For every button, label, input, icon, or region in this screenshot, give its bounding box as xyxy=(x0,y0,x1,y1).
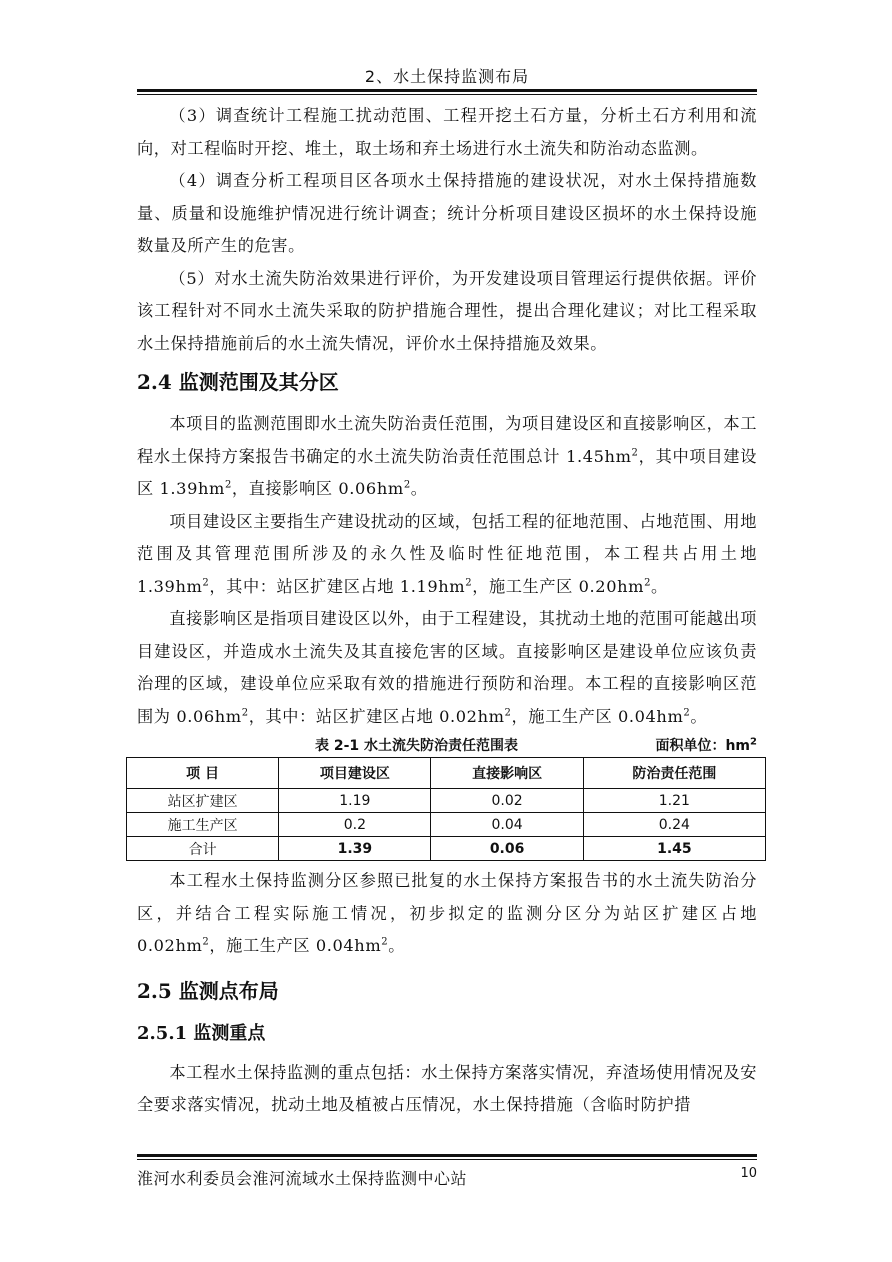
page-content xyxy=(137,100,757,1122)
table-cell: 站区扩建区 xyxy=(127,789,279,813)
subsection-heading-2-5-1: 2.5.1 监测重点 xyxy=(137,1022,266,1044)
text-span: 。 xyxy=(388,936,406,955)
page-number: 10 xyxy=(740,1166,757,1181)
table-cell: 0.24 xyxy=(583,813,765,837)
section-heading-2-4: 2.4 监测范围及其分区 xyxy=(137,370,339,394)
text-span: 项目建设区主要指生产建设扰动的区域，包括工程的征地范围、占地范围、用地范围及其管理范围所涉及的永久性及临时性征地范围，本工程共占用土地 1.39hm xyxy=(137,511,757,596)
header-rule-thick xyxy=(137,89,757,92)
table-cell: 0.04 xyxy=(431,813,583,837)
responsibility-area-table xyxy=(126,757,766,861)
superscript: 2 xyxy=(202,936,210,948)
text-span: 本工程水土保持监测分区参照已批复的水土保持方案报告书的水土流失防治分区，并结合工程实际施工情况，初步拟定的监测分区分为站区扩建区占地 0.02hm xyxy=(137,871,757,955)
text-span: 本项目的监测范围即水土流失防治责任范围，为项目建设区和直接影响区，本工程水土保持方案报告书确定的水土流失防治责任范围总计 1.45hm xyxy=(137,414,757,466)
page-header-title: 2、水土保持监测布局 xyxy=(364,67,530,86)
table-header-cell: 直接影响区 xyxy=(431,758,583,789)
text-span: ，其中：站区扩建区占地 1.19hm xyxy=(209,576,466,596)
text-span: ，施工生产区 0.04hm xyxy=(209,936,382,955)
table-cell: 合计 xyxy=(127,837,279,861)
footer-organization: 淮河水利委员会淮河流域水土保持监测中心站 xyxy=(137,1169,468,1188)
superscript: 2 xyxy=(241,707,249,719)
paragraph-item-3: （3）调查统计工程施工扰动范围、工程开挖土石方量，分析土石方利用和流向，对工程临时开挖、堆土，取土场和弃土场进行水土流失和防治动态监测。 xyxy=(137,106,757,158)
superscript: 2 xyxy=(504,707,512,719)
table-cell: 1.39 xyxy=(279,837,431,861)
text-span: 。 xyxy=(410,479,428,498)
superscript: 2 xyxy=(644,577,652,589)
text-span: ，施工生产区 0.20hm xyxy=(472,576,645,596)
text-span: 直接影响区是指项目建设区以外，由于工程建设，其扰动土地的范围可能越出项目建设区，并造成水土流失及其直接危害的区域。直接影响区是建设单位应该负责治理的区域，建设单位应采取有效的措施进行预防和治理。本工程的直接影响区范围为 0.06hm xyxy=(137,609,757,726)
table-unit-text: 面积单位：hm xyxy=(655,738,751,754)
table-cell: 1.45 xyxy=(583,837,765,861)
table-row xyxy=(127,789,766,813)
text-span: 。 xyxy=(651,576,668,596)
footer-rule-thick xyxy=(137,1154,757,1157)
text-span: ，其中：站区扩建区占地 0.02hm xyxy=(248,706,505,726)
table-cell: 1.19 xyxy=(279,789,431,813)
paragraph-item-4: （4）调查分析工程项目区各项水土保持措施的建设状况，对水土保持措施数量、质量和设施维护情况进行统计调查；统计分析项目建设区损坏的水土保持设施数量及所产生的危害。 xyxy=(137,171,757,255)
superscript: 2 xyxy=(465,577,473,589)
superscript: 2 xyxy=(224,479,232,491)
section-heading-2-5: 2.5 监测点布局 xyxy=(137,978,279,1003)
footer-rule-thin xyxy=(137,1159,757,1160)
paragraph-construction-area xyxy=(137,506,757,604)
paragraph-monitoring-zones xyxy=(137,865,757,963)
paragraph-monitoring-focus: 本工程水土保持监测的重点包括：水土保持方案落实情况，弃渣场使用情况及安全要求落实情况，扰动土地及植被占压情况，水土保持措施（含临时防护措 xyxy=(137,1062,757,1114)
text-span: ，其中项目建设区 1.39hm xyxy=(137,446,757,498)
table-row xyxy=(127,813,766,837)
superscript: 2 xyxy=(202,577,210,589)
table-header-cell: 项 目 xyxy=(127,758,279,789)
paragraph-item-5: （5）对水土流失防治效果进行评价，为开发建设项目管理运行提供依据。评价该工程针对不同水土流失采取的防护措施合理性，提出合理化建议；对比工程采取水土保持措施前后的水土流失情况，评价水土保持措施及效果。 xyxy=(137,268,757,353)
superscript: 2 xyxy=(631,447,639,459)
table-caption: 表 2-1 水土流失防治责任范围表 xyxy=(315,738,519,754)
table-header-row xyxy=(127,758,766,789)
paragraph-monitoring-scope xyxy=(137,408,757,506)
superscript: 2 xyxy=(683,707,691,719)
table-cell: 0.06 xyxy=(431,837,583,861)
text-span: 。 xyxy=(690,706,708,726)
table-cell: 0.2 xyxy=(279,813,431,837)
table-cell: 0.02 xyxy=(431,789,583,813)
table-header-cell: 项目建设区 xyxy=(279,758,431,789)
table-unit xyxy=(655,735,757,755)
superscript: 2 xyxy=(750,736,757,748)
table-total-row xyxy=(127,837,766,861)
text-span: ，直接影响区 0.06hm xyxy=(231,479,404,498)
superscript: 2 xyxy=(381,936,389,948)
table-cell: 施工生产区 xyxy=(127,813,279,837)
table-cell: 1.21 xyxy=(583,789,765,813)
header-rule-thin xyxy=(137,94,757,95)
paragraph-direct-impact-area xyxy=(137,603,757,733)
table-header-cell: 防治责任范围 xyxy=(583,758,765,789)
text-span: ，施工生产区 0.04hm xyxy=(511,706,684,726)
superscript: 2 xyxy=(403,479,411,491)
table-caption-row xyxy=(137,733,757,757)
